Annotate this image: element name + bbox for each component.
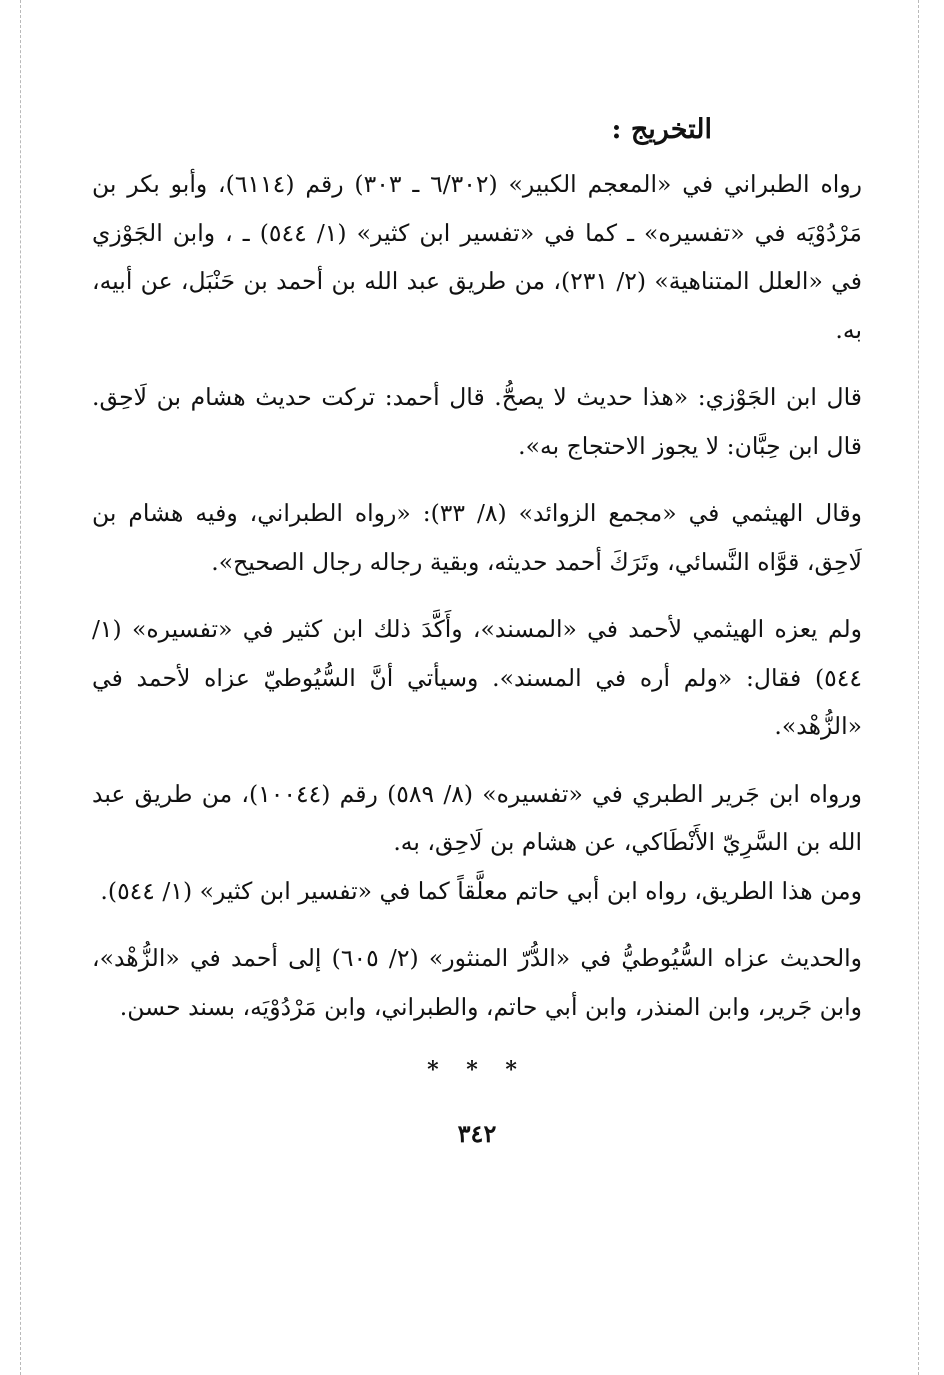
paragraph-ibn-abi-hatim: ومن هذا الطريق، رواه ابن أبي حاتم معلَّقاً كما في «تفسير ابن كثير» (١/ ٥٤٤). xyxy=(100,876,862,905)
section-heading: التخريج : xyxy=(611,114,712,145)
paragraph-haythami: وقال الهيثمي في «مجمع الزوائد» (٨/ ٣٣): «رواه الطبراني، وفيه هشام بن لَاحِق، قوَّاه النَّسائي، وتَرَكَ أحمد حديثه، وبقية رجاله رجال الصحيح». xyxy=(92,499,863,576)
paragraph-suyuti: والحديث عزاه السُّيُوطيُّ في «الدُّرّ المنثور» (٢/ ٦٠٥) إلى أحمد في «الزُّهْد»، وابن جَرير، وابن المنذر، وابن أبي حاتم، والطبراني، وابن مَرْدُوْيَه، بسند حسن. xyxy=(92,944,863,1021)
paragraph-ibn-jawzi: قال ابن الجَوْزي: «هذا حديث لا يصحُّ. قال أحمد: تركت حديث هشام بن لَاحِق. قال ابن حِبَّان: لا يجوز الاحتجاج به». xyxy=(92,383,862,460)
paragraph-musnad: ولم يعزه الهيثمي لأحمد في «المسند»، وأَكَّدَ ذلك ابن كثير في «تفسيره» (١/ ٥٤٤) فقال: «ولم أره في المسند». وسيأتي أنَّ السُّيُوطيّ عزاه لأحمد في «الزُّهْد». xyxy=(92,615,862,740)
book-page xyxy=(92,108,862,1154)
scan-edge-left xyxy=(20,0,21,1375)
section-separator: * * * xyxy=(427,1057,527,1083)
paragraph-tabari: ورواه ابن جَرير الطبري في «تفسيره» (٨/ ٥٨٩) رقم (١٠٠٤٤)، من طريق عبد الله بن السَّرِيّ الأَنْطَاكي، عن هشام بن لَاحِق، به. xyxy=(92,779,863,856)
paragraph-tabarani: رواه الطبراني في «المعجم الكبير» (٦/٣٠٢ ـ ٣٠٣) رقم (٦١١٤)، وأبو بكر بن مَرْدُوْيَه في «تفسيره» ـ كما في «تفسير ابن كثير» (١/ ٥٤٤) ـ ، وابن الجَوْزي في «العلل المتناهية» (٢/ ٢٣١)، من طريق عبد الله بن أحمد بن حَنْبَل، عن أبيه، به. xyxy=(92,170,863,344)
scan-edge-right xyxy=(918,0,919,1375)
page-number: ٣٤٢ xyxy=(457,1119,497,1148)
